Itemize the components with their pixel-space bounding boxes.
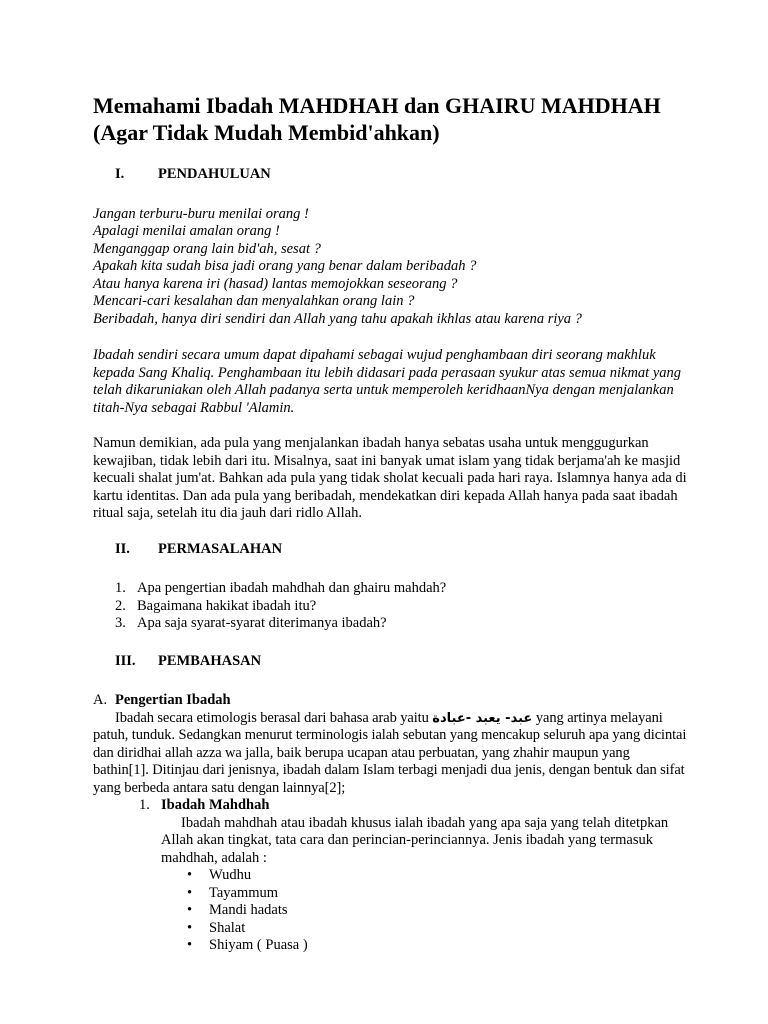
list-item [187, 867, 688, 885]
list-number: 1. [115, 580, 126, 596]
bullet-icon: • [187, 867, 193, 883]
list-number: 2. [115, 597, 126, 614]
subheading-title: Pengertian Ibadah [115, 692, 231, 708]
poem-line: Apakah kita sudah bisa jadi orang yang benar dalam beribadah ? [93, 258, 477, 274]
list-item [187, 902, 688, 920]
list-text: Mandi hadats [209, 902, 288, 918]
poem-line: Jangan terburu-buru menilai orang ! [93, 205, 309, 222]
subheading-title: Ibadah Mahdhah [161, 797, 270, 813]
subheading-number: 1. [139, 797, 150, 813]
section-title: PEMBAHASAN [158, 652, 262, 669]
poem-line: Apalagi menilai amalan orang ! [93, 223, 280, 239]
section-number: I. [115, 166, 125, 182]
subheading-letter: A. [93, 692, 108, 708]
section-number: III. [115, 652, 136, 669]
poem-line: Beribadah, hanya diri sendiri dan Allah yang tahu apakah ikhlas atau karena riya ? [93, 310, 582, 327]
list-item [187, 885, 688, 903]
paragraph-text: yang artinya melayani patuh, tunduk. Sedangkan menurut terminologis ialah sebutan yang mencakup seluruh apa yang dicintai dan diridhai allah azza wa jalla, baik berupa ucapan atau perbuatan, yang zhahir maupun yang bathin[1]. Ditinjau dari jenisnya, ibadah dalam Islam terbagi menjadi dua jenis, dengan bentuk dan sifat yang berbeda antara satu dengan lainnya[2]; [93, 709, 687, 796]
bullet-icon: • [187, 902, 193, 918]
paragraph-ibadah-definition: Ibadah sendiri secara umum dapat dipahami sebagai wujud penghambaan diri seorang makhluk kepada Sang Khaliq. Penghambaan itu lebih didasari pada perasaan syukur atas semua nikmat yang telah dikaruniakan oleh Allah padanya serta untuk memperoleh keridhaanNya dengan menjalankan titah-Nya sebagai Rabbul 'Alamin. [93, 347, 682, 416]
section-heading-pendahuluan [93, 166, 688, 184]
section-title: PERMASALAHAN [158, 540, 283, 557]
poem-line: Atau hanya karena iri (hasad) lantas memojokkan seseorang ? [93, 275, 458, 292]
bullet-icon: • [187, 919, 193, 936]
list-text: Shalat [209, 919, 246, 936]
arabic-term: عبد- يعبد -عبادة [432, 710, 533, 726]
list-text: Shiyam ( Puasa ) [209, 937, 308, 953]
list-number: 3. [115, 615, 126, 631]
document-title: Memahami Ibadah MAHDHAH dan GHAIRU MAHDHAH (Agar Tidak Mudah Membid'ahkan) [93, 93, 661, 145]
list-item [93, 598, 688, 616]
mahdhah-bullet-list [93, 867, 688, 955]
paragraph-namun-demikian: Namun demikian, ada pula yang menjalankan ibadah hanya sebatas usaha untuk menggugurkan kewajiban, tidak lebih dari itu. Misalnya, saat ini banyak umat islam yang tidak berjama'ah ke masjid kecuali shalat jum'at. Bahkan ada pula yang tidak sholat kecuali pada hari raya. Islamnya hanya ada di kartu identitas. Dan ada pula yang beribadah, mendekatkan diri kepada Allah hanya pada saat ibadah ritual saja, setelah itu dia jauh dari ridlo Allah. [93, 435, 687, 521]
section-title: PENDAHULUAN [158, 166, 271, 182]
intro-poem [93, 206, 688, 329]
bullet-icon: • [187, 937, 193, 953]
list-text: Apa saja syarat-syarat diterimanya ibadah? [137, 615, 387, 631]
question-list [93, 580, 688, 633]
list-item [187, 920, 688, 938]
section-heading-permasalahan [93, 541, 688, 559]
paragraph-mahdhah: Ibadah mahdhah atau ibadah khusus ialah ibadah yang apa saja yang telah ditetpkan Allah akan tingkat, tata cara dan perincian-perinciannya. Jenis ibadah yang termasuk mahdhah, adalah : [161, 814, 669, 866]
paragraph-text: Ibadah secara etimologis berasal dari bahasa arab yaitu [115, 709, 433, 726]
list-text: Apa pengertian ibadah mahdhah dan ghairu mahdah? [137, 580, 447, 596]
list-item [93, 580, 688, 598]
section-heading-pembahasan [93, 653, 688, 671]
section-number: II. [115, 540, 130, 557]
bullet-icon: • [187, 884, 193, 901]
subheading-pengertian-ibadah [93, 692, 688, 710]
list-item [93, 615, 688, 633]
ibadah-mahdhah-body [93, 815, 688, 868]
list-item [187, 937, 688, 955]
list-text: Tayammum [209, 884, 279, 901]
subheading-ibadah-mahdhah [93, 797, 688, 815]
list-text: Bagaimana hakikat ibadah itu? [137, 597, 317, 614]
list-text: Wudhu [209, 867, 252, 883]
poem-line: Menganggap orang lain bid'ah, sesat ? [93, 240, 321, 257]
paragraph-etimologis [93, 710, 688, 798]
poem-line: Mencari-cari kesalahan dan menyalahkan orang lain ? [93, 293, 415, 309]
